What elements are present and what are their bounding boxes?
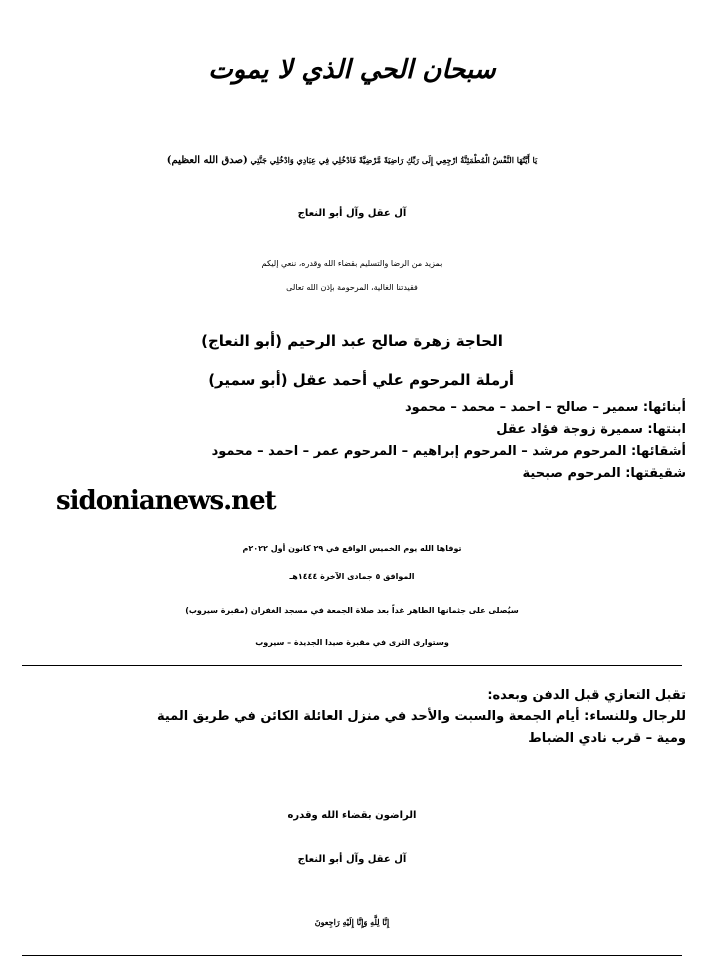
relatives-daughter: ابنتها: سميرة زوجة فؤاد عقل	[496, 422, 686, 437]
funeral-prayer: سيُصلى على جثمانها الطاهر غداً بعد صلاة الجمعة في مسجد الغفران (مقبرة سيروب)	[185, 606, 519, 615]
condolences-line-1: تقبل التعازي قبل الدفن وبعده:	[487, 688, 686, 703]
relatives-sons: أبنائها: سمير – صالح – احمد – محمد – محمود	[404, 400, 686, 415]
quran-verse	[0, 150, 704, 171]
death-date-line-2: الموافق ٥ جمادى الآخرة ١٤٤٤هـ	[289, 572, 415, 581]
quran-closing: إِنَّا لِلَّهِ وَإِنَّا إِلَيْهِ رَاجِعونَ	[314, 917, 390, 927]
deceased-name: الحاجة زهرة صالح عبد الرحيم (أبو النعاج)	[201, 332, 503, 350]
intro-line-2: فقيدتنا الغالية، المرحومة بإذن الله تعالى	[286, 283, 418, 292]
header-calligraphy: سبحان الحي الذي لا يموت	[208, 55, 496, 85]
intro-line-1: بمزيد من الرضا والتسليم بقضاء الله وقدره، ننعي إليكم	[261, 259, 443, 268]
death-date-line-1: توفاها الله يوم الخميس الواقع في ٢٩ كانون أول ٢٠٢٢م	[242, 544, 462, 553]
verse-text: يَا أَيَّتُهَا النَّفْسُ الْمُطْمَئِنَّةُ ارْجِعِي إِلَى رَبِّكِ رَاضِيَةً مَّرْضِيَّةً فَادْخُلِي فِي عِبَادِي وَادْخُلِي جَنَّتِي	[250, 155, 538, 165]
divider-top	[22, 665, 682, 666]
closing-line-2: آل عقل وآل أبو النعاج	[297, 854, 407, 865]
verse-reference: (صدق الله العظيم)	[166, 155, 248, 166]
burial-info: وستوارى الثرى في مقبرة صيدا الجديدة – سيروب	[255, 638, 449, 647]
widow-of: أرملة المرحوم علي أحمد عقل (أبو سمير)	[208, 371, 514, 389]
closing-line-1: الراضون بقضاء الله وقدره	[287, 810, 417, 821]
condolences-line-2: للرجال وللنساء: أيام الجمعة والسبت والأحد في منزل العائلة الكائن في طريق المية	[156, 709, 686, 724]
condolences-line-3: ومية – قرب نادي الضباط	[528, 731, 686, 746]
families-heading: آل عقل وآل أبو النعاج	[297, 208, 407, 219]
relatives-sister: شقيقتها: المرحوم صبحية	[522, 466, 686, 481]
divider-bottom	[22, 955, 682, 956]
relatives-brothers: أشقائها: المرحوم مرشد – المرحوم إبراهيم – المرحوم عمر – احمد – محمود	[211, 444, 686, 459]
website-watermark: sidonianews.net	[56, 486, 276, 516]
